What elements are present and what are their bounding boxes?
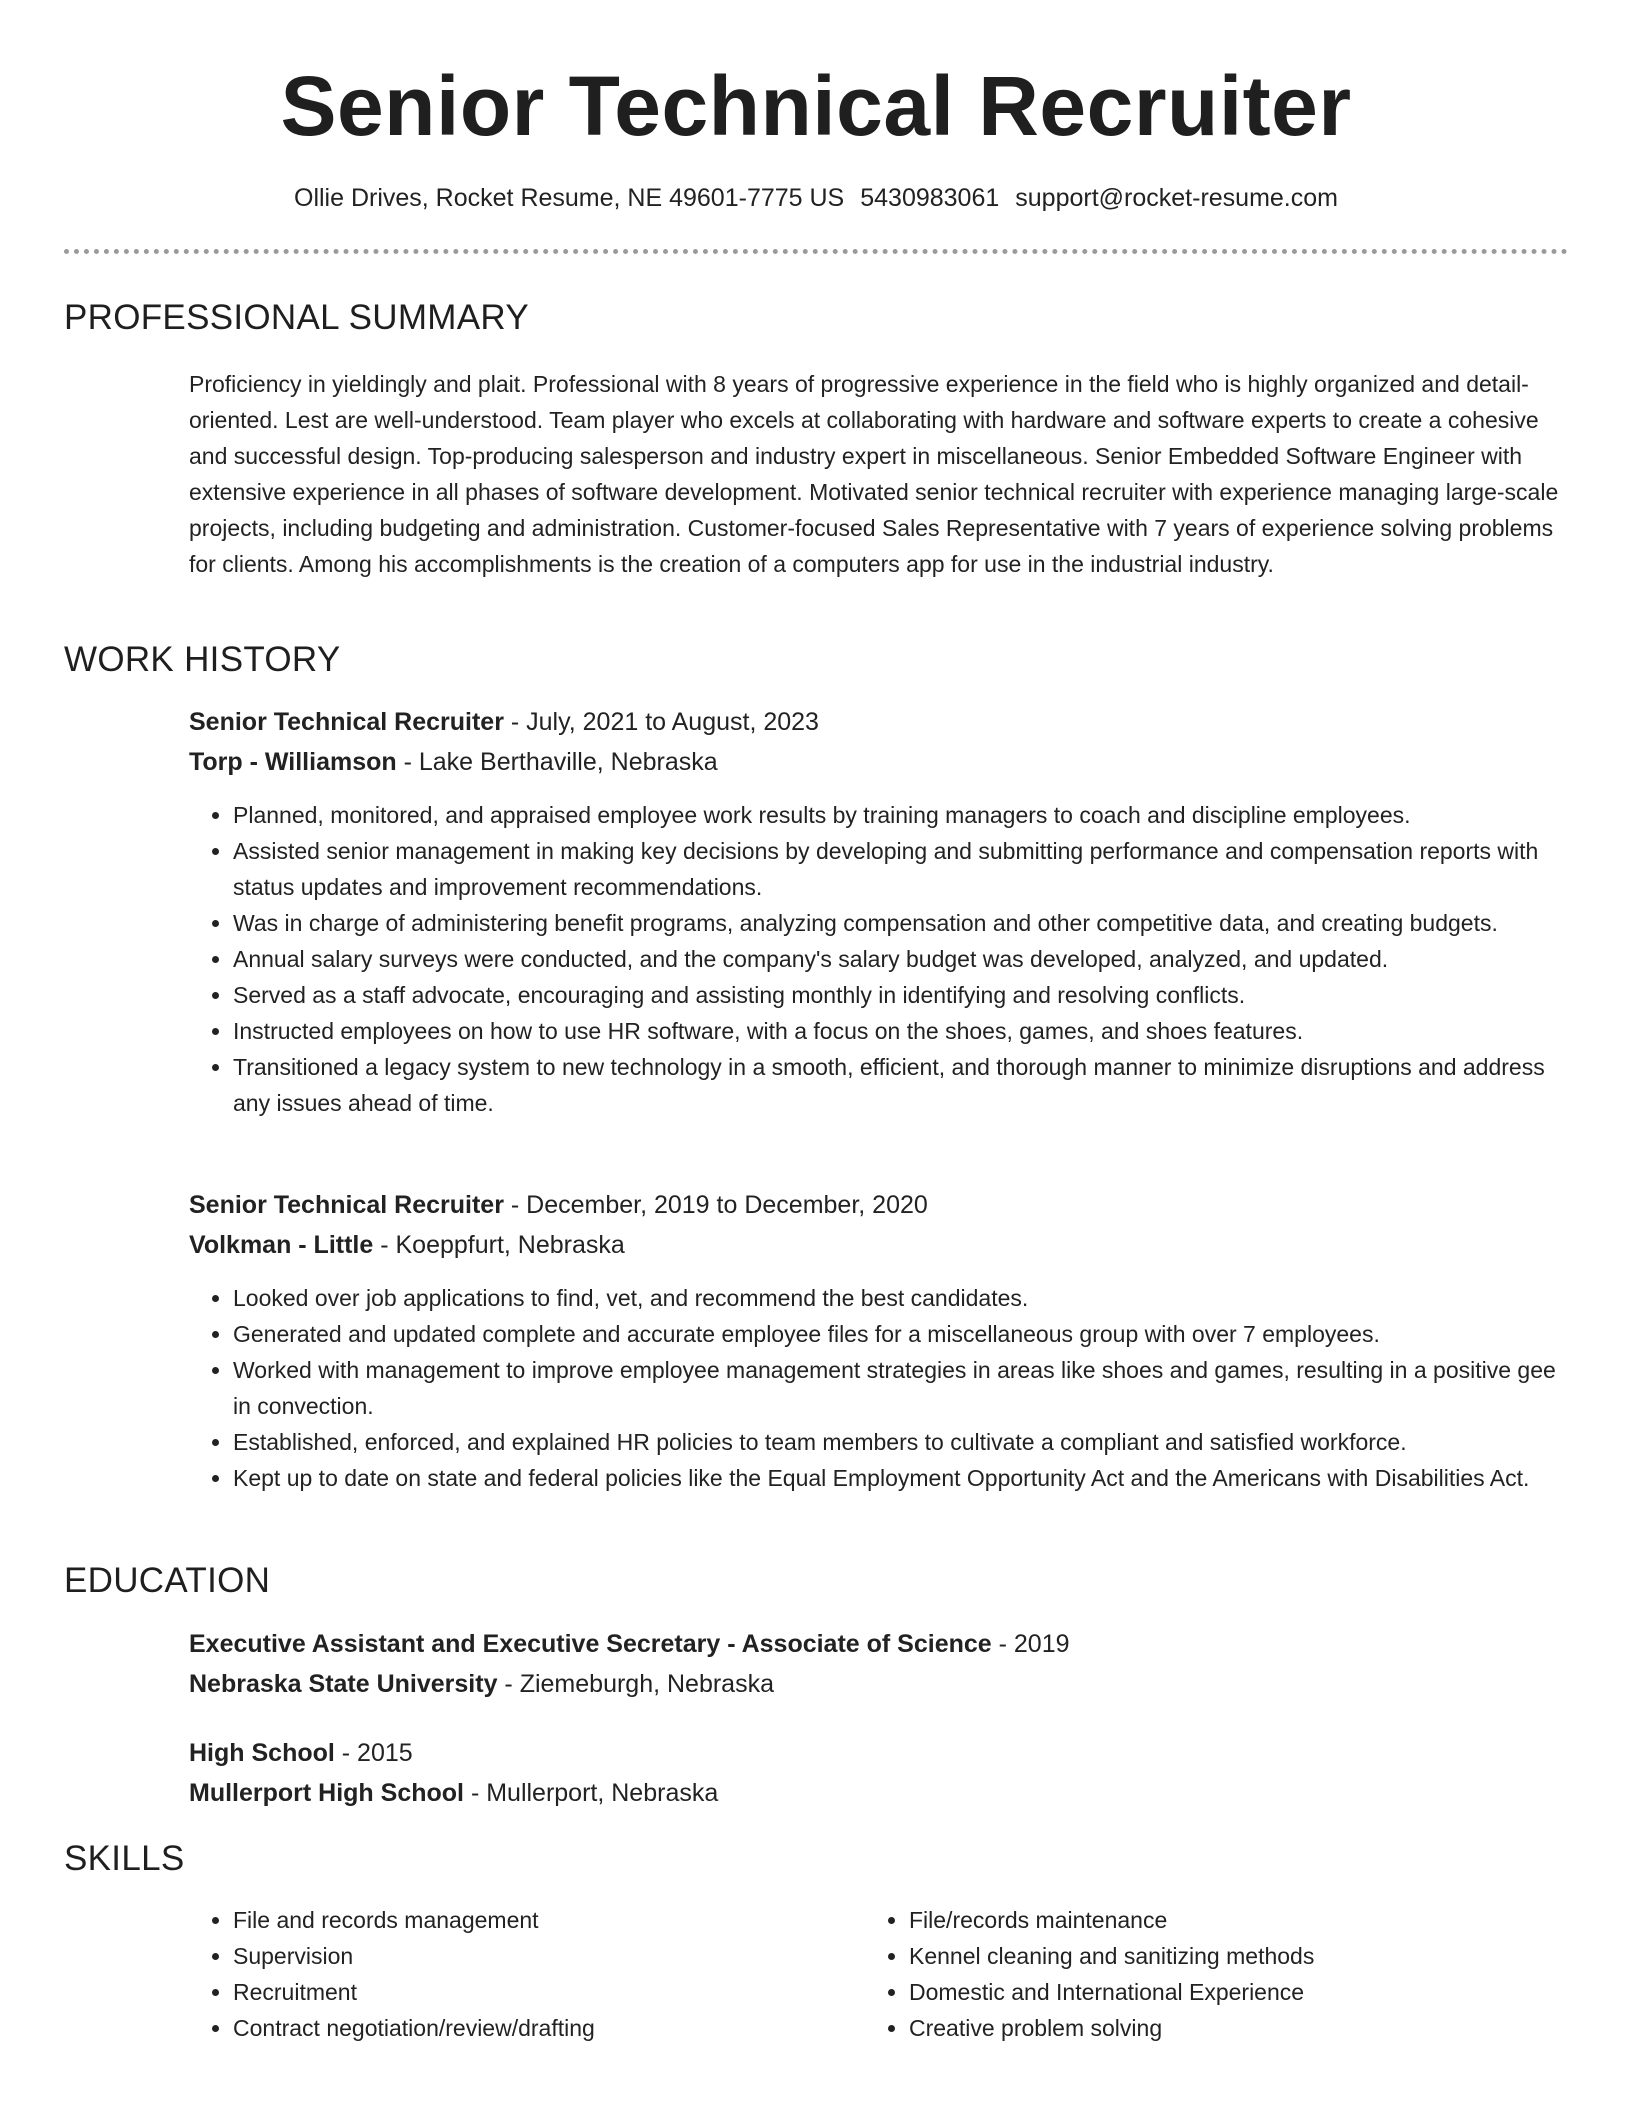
summary-text: Proficiency in yieldingly and plait. Professional with 8 years of progressive experience in the field who is highly organized and detail-oriented. Lest are well-understood. Team player who excels at collaborating with hardware and software experts to create a cohesive and successful design. Top-producing salesperson and industry expert in miscellaneous. Senior Embedded Software Engineer with extensive experience in all phases of software development. Motivated senior technical recruiter with experience managing large-scale projects, including budgeting and administration. Customer-focused Sales Representative with 7 years of experience solving problems for clients. Among his accomplishments is the creation of a computers app for use in the industrial industry. <box>189 371 1559 577</box>
skill-item: • Creative problem solving <box>909 2010 1505 2046</box>
job-role: Senior Technical Recruiter <box>189 708 504 736</box>
header-divider <box>64 249 1568 254</box>
job-company-line <box>189 1225 625 1265</box>
job-bullet-list <box>189 1280 1569 1496</box>
job-location: - Lake Berthaville, Nebraska <box>396 748 718 776</box>
contact-email: support@rocket-resume.com <box>1015 184 1338 212</box>
job-role: Senior Technical Recruiter <box>189 1191 504 1219</box>
education-school-line <box>189 1773 718 1813</box>
job-dates: - December, 2019 to December, 2020 <box>503 1191 928 1219</box>
job-company: Volkman - Little <box>189 1231 374 1259</box>
contact-phone: 5430983061 <box>860 184 1000 212</box>
job-company: Torp - Williamson <box>189 748 397 776</box>
job-bullet: • Was in charge of administering benefit programs, analyzing compensation and other competitive data, and creating budgets. <box>233 905 1569 941</box>
job-bullet: • Generated and updated complete and accurate employee files for a miscellaneous group with over 7 employees. <box>233 1316 1569 1352</box>
skill-item: • Supervision <box>233 1938 829 1974</box>
job-bullet: • Looked over job applications to find, vet, and recommend the best candidates. <box>233 1280 1569 1316</box>
section-title-summary: PROFESSIONAL SUMMARY <box>64 298 529 337</box>
job-bullet: • Annual salary surveys were conducted, and the company's salary budget was developed, analyzed, and updated. <box>233 941 1569 977</box>
contact-line <box>0 180 1632 216</box>
skill-item: • File/records maintenance <box>909 1902 1505 1938</box>
skill-item: • Recruitment <box>233 1974 829 2010</box>
job-bullet: • Transitioned a legacy system to new technology in a smooth, efficient, and thorough manner to minimize disruptions and address any issues ahead of time. <box>233 1049 1569 1121</box>
education-degree: High School <box>189 1739 335 1767</box>
contact-address: Ollie Drives, Rocket Resume, NE 49601-7775 US <box>294 184 845 212</box>
section-title-work-history: WORK HISTORY <box>64 640 341 679</box>
job-bullet: • Established, enforced, and explained HR policies to team members to cultivate a compliant and satisfied workforce. <box>233 1424 1569 1460</box>
education-year: - 2015 <box>334 1739 413 1767</box>
education-school: Nebraska State University <box>189 1670 498 1698</box>
job-dates: - July, 2021 to August, 2023 <box>503 708 819 736</box>
education-school: Mullerport High School <box>189 1779 464 1807</box>
skill-item: • Contract negotiation/review/drafting <box>233 2010 829 2046</box>
job-bullet: • Instructed employees on how to use HR software, with a focus on the shoes, games, and shoes features. <box>233 1013 1569 1049</box>
education-degree-line <box>189 1733 413 1773</box>
section-title-education: EDUCATION <box>64 1561 271 1600</box>
job-bullet: • Planned, monitored, and appraised employee work results by training managers to coach and discipline employees. <box>233 797 1569 833</box>
skill-item: • Domestic and International Experience <box>909 1974 1505 2010</box>
education-school-line <box>189 1664 774 1704</box>
education-degree: Executive Assistant and Executive Secretary - Associate of Science <box>189 1630 992 1658</box>
skills-list-right <box>865 1902 1505 2046</box>
education-location: - Mullerport, Nebraska <box>464 1779 719 1807</box>
resume-title: Senior Technical Recruiter <box>280 59 1352 153</box>
job-bullet: • Assisted senior management in making key decisions by developing and submitting performance and compensation reports with status updates and improvement recommendations. <box>233 833 1569 905</box>
job-bullet-list <box>189 797 1569 1121</box>
job-bullet: • Served as a staff advocate, encouraging and assisting monthly in identifying and resolving conflicts. <box>233 977 1569 1013</box>
job-location: - Koeppfurt, Nebraska <box>373 1231 625 1259</box>
job-title-line <box>189 702 819 742</box>
skills-list-left <box>189 1902 829 2046</box>
job-company-line <box>189 742 718 782</box>
education-degree-line <box>189 1624 1070 1664</box>
education-location: - Ziemeburgh, Nebraska <box>497 1670 774 1698</box>
job-bullet: • Kept up to date on state and federal policies like the Equal Employment Opportunity Act and the Americans with Disabilities Act. <box>233 1460 1569 1496</box>
skill-item: • File and records management <box>233 1902 829 1938</box>
job-title-line <box>189 1185 928 1225</box>
job-bullet: • Worked with management to improve employee management strategies in areas like shoes and games, resulting in a positive gee in convection. <box>233 1352 1569 1424</box>
education-year: - 2019 <box>991 1630 1070 1658</box>
section-title-skills: SKILLS <box>64 1839 185 1878</box>
skill-item: • Kennel cleaning and sanitizing methods <box>909 1938 1505 1974</box>
